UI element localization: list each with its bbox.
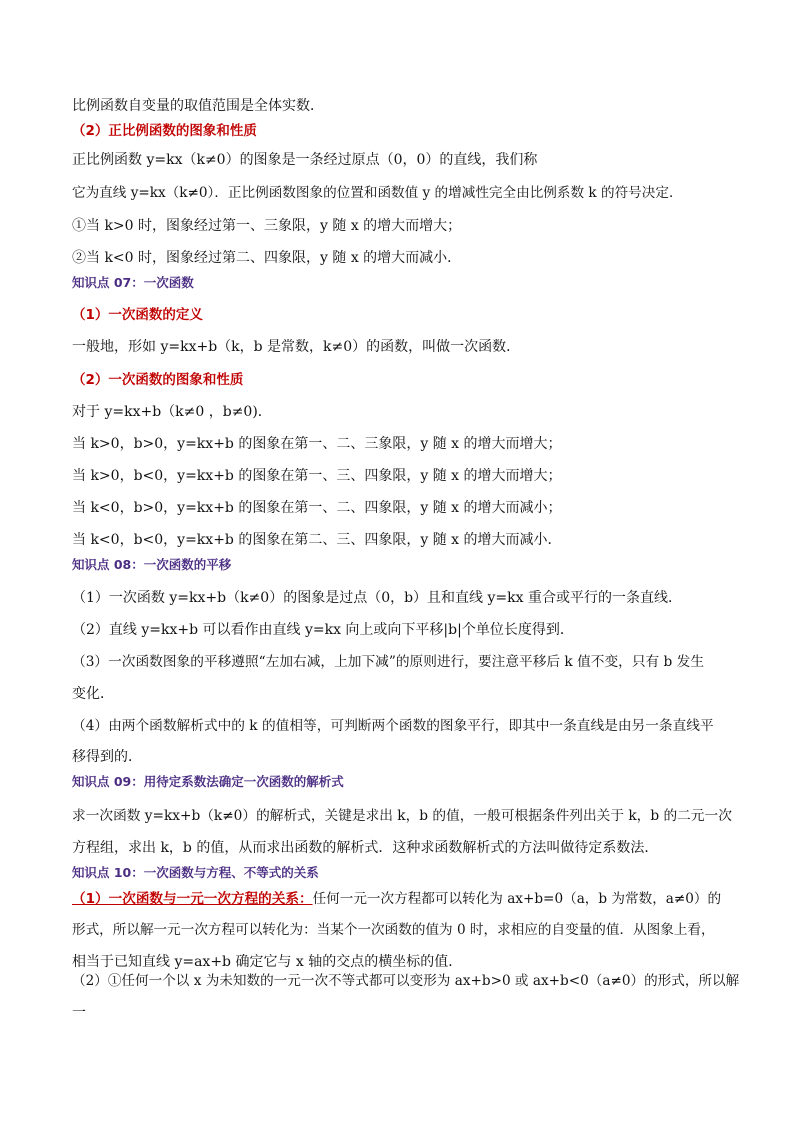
text-line: 当 k<0，b>0，y=kx+b 的图象在第一、二、四象限，y 随 x 的增大而减小； (72, 500, 562, 516)
section-heading-07: 知识点 07：一次函数 (72, 275, 194, 290)
text-line: （4）由两个函数解析式中的 k 的值相等，可判断两个函数的图象平行，即其中一条直线是由另一条直线平 (72, 718, 714, 734)
section-heading-08: 知识点 08：一次函数的平移 (72, 557, 232, 572)
text-line: 正比例函数 y=kx（k≠0）的图象是一条经过原点（0，0）的直线，我们称 (72, 152, 538, 168)
section-heading-09: 知识点 09：用待定系数法确定一次函数的解析式 (72, 774, 344, 789)
text-line: 对于 y=kx+b（k≠0 ，b≠0)． (72, 404, 272, 420)
text-line: 变化． (72, 686, 114, 702)
subheading-equation-relation: （1）一次函数与一元一次方程的关系： (72, 891, 313, 907)
text-fragment: 任何一元一次方程都可以转化为 ax+b=0（a，b 为常数，a≠0）的 (312, 891, 722, 907)
text-line: 当 k>0，b>0，y=kx+b 的图象在第一、二、三象限，y 随 x 的增大而增大； (72, 436, 562, 452)
text-line: （3）一次函数图象的平移遵照“左加右减，上加下减”的原则进行，要注意平移后 k 值不变，只有 b 发生 (72, 654, 705, 670)
text-line: 当 k>0，b<0，y=kx+b 的图象在第一、三、四象限，y 随 x 的增大而增大； (72, 468, 562, 484)
text-line: 求一次函数 y=kx+b（k≠0）的解析式，关键是求出 k，b 的值，一般可根据条件列出关于 k，b 的二元一次 (72, 808, 732, 824)
text-line: （2）①任何一个以 x 为未知数的一元一次不等式都可以变形为 ax+b>0 或 ax+b<0（a≠0）的形式，所以解 (72, 973, 740, 989)
subheading-linear-graph: （2）一次函数的图象和性质 (72, 372, 244, 388)
text-line: 形式，所以解一元一次方程可以转化为：当某个一次函数的值为 0 时，求相应的自变量的值．从图象上看， (72, 922, 715, 938)
text-line: 相当于已知直线 y=ax+b 确定它与 x 轴的交点的横坐标的值． (72, 954, 463, 970)
text-line: （2）直线 y=kx+b 可以看作由直线 y=kx 向上或向下平移|b|个单位长度得到． (72, 622, 574, 638)
text-line: （1）一次函数 y=kx+b（k≠0）的图象是过点（0，b）且和直线 y=kx 重合或平行的一条直线． (72, 590, 682, 606)
text-line: 移得到的． (72, 749, 142, 765)
text-line: 它为直线 y=kx（k≠0）．正比例函数图象的位置和函数值 y 的增减性完全由比例系数 k 的符号决定． (72, 185, 683, 201)
text-line: ②当 k<0 时，图象经过第二、四象限，y 随 x 的增大而减小． (72, 250, 462, 266)
text-line: 一 (72, 1005, 86, 1021)
text-line: ①当 k>0 时，图象经过第一、三象限，y 随 x 的增大而增大； (72, 218, 462, 234)
text-line-mixed (72, 889, 721, 909)
text-line: 当 k<0，b<0，y=kx+b 的图象在第二、三、四象限，y 随 x 的增大而减小． (72, 532, 562, 548)
section-heading-10: 知识点 10：一次函数与方程、不等式的关系 (72, 865, 319, 880)
text-line: 方程组，求出 k，b 的值，从而求出函数的解析式．这种求函数解析式的方法叫做待定系数法． (72, 840, 659, 856)
text-line: 一般地，形如 y=kx+b（k，b 是常数，k≠0）的函数，叫做一次函数． (72, 339, 521, 355)
subheading-proportional-graph: （2）正比例函数的图象和性质 (72, 123, 257, 139)
subheading-linear-definition: （1）一次函数的定义 (72, 307, 203, 323)
text-line: 比例函数自变量的取值范围是全体实数． (72, 98, 324, 114)
